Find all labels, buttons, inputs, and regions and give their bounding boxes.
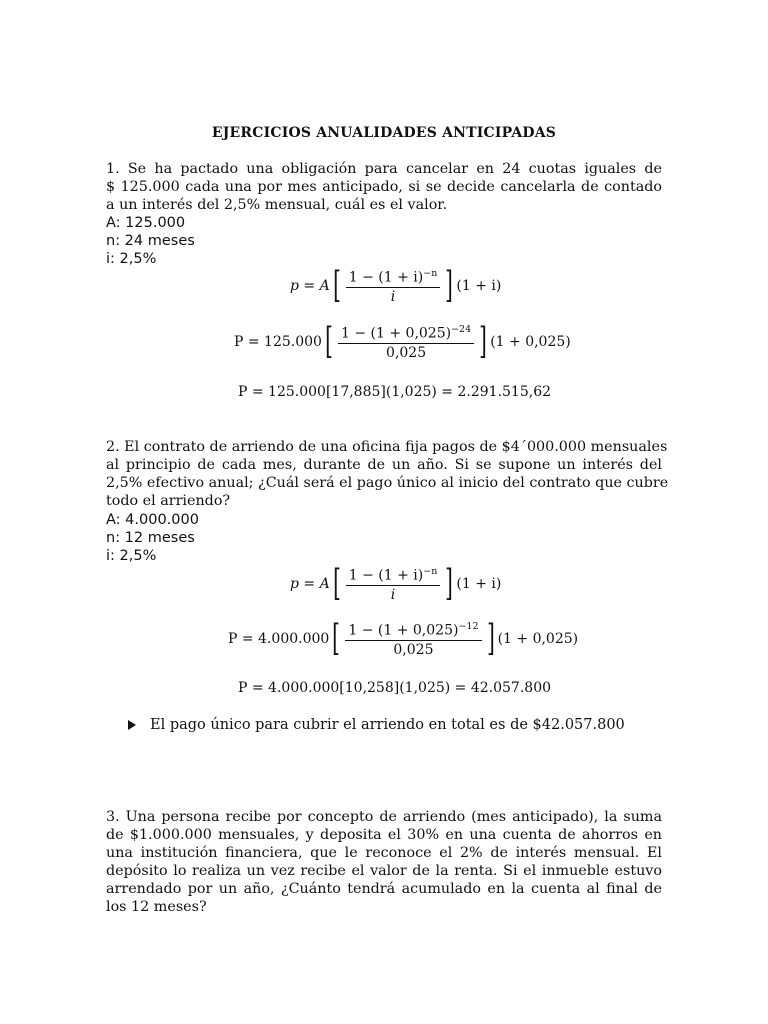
right-bracket: ] [486,618,495,660]
substitution-numerator: 1 − (1 + 0,025) [348,622,459,639]
formula-fraction [346,268,441,305]
right-bracket: ] [445,265,454,307]
exercise-2-result: P = 4.000.000[10,258](1,025) = 42.057.800 [238,680,552,696]
statement-line: todo el arriendo? [106,493,231,509]
substitution-exponent: −12 [458,621,479,632]
given-i: i: 2,5% [106,251,157,267]
substitution-exponent: −24 [451,324,472,335]
exercise-2-statement [106,438,669,510]
substitution-factor: (1 + 0,025) [497,631,579,648]
formula-numerator: 1 − (1 + i) [348,567,424,584]
given-n: n: 12 meses [106,530,195,546]
left-bracket: [ [325,321,333,363]
statement-line: de $1.000.000 mensuales, y deposita el 30% en una cuenta de ahorros en [106,827,662,843]
substitution-fraction [345,621,481,658]
formula-factor: (1 + i) [456,576,502,593]
statement-line: a un interés del 2,5% mensual, cuál es el valor. [106,197,448,213]
exercise-2-formula [290,563,502,605]
substitution-denominator: 0,025 [393,641,434,658]
exercise-2-givens [106,511,199,565]
left-bracket: [ [332,618,341,660]
conclusion-text: El pago único para cubrir el arriendo en total es de $42.057.800 [150,717,625,733]
substitution-fraction [338,324,474,361]
given-i: i: 2,5% [106,548,157,564]
formula-lhs: p = A [290,576,330,593]
statement-line: al principio de cada mes, durante de un año. Si se supone un interés del [106,457,662,473]
substitution-factor: (1 + 0,025) [490,334,571,351]
formula-factor: (1 + i) [456,278,502,295]
exercise-2-substitution [228,618,579,660]
formula-denominator: i [390,288,396,305]
statement-line: arrendado por un año, ¿Cuánto tendrá acumulado en la cuenta al final de [106,881,662,897]
formula-exponent: −n [423,566,438,577]
statement-line: una institución financiera, que le reconoce el 2% de interés mensual. El [106,845,662,861]
exercise-2-conclusion [128,716,625,734]
left-bracket: [ [332,265,341,307]
statement-line: 1. Se ha pactado una obligación para cancelar en 24 cuotas iguales de [106,161,662,177]
statement-line: $ 125.000 cada una por mes anticipado, si se decide cancelarla de contado [106,179,662,195]
formula-fraction [346,566,441,603]
exercise-3-statement [106,808,662,916]
statement-line: depósito lo realiza un vez recibe el valor de la renta. Si el inmueble estuvo [106,863,662,879]
right-bracket: ] [479,321,488,363]
substitution-lhs: P = 125.000 [234,334,322,351]
formula-exponent: −n [423,268,438,279]
substitution-lhs: P = 4.000.000 [228,631,330,648]
exercise-1-formula [290,265,502,307]
right-bracket: ] [445,563,454,605]
given-a: A: 4.000.000 [106,512,199,528]
arrow-bullet-icon [128,720,136,730]
formula-numerator: 1 − (1 + i) [348,269,424,286]
document-title: EJERCICIOS ANUALIDADES ANTICIPADAS [211,125,557,141]
exercise-1-substitution [234,321,571,363]
substitution-numerator: 1 − (1 + 0,025) [341,325,452,342]
exercise-1-statement [106,160,662,214]
document-page [106,0,669,1024]
given-n: n: 24 meses [106,233,195,249]
given-a: A: 125.000 [106,215,186,231]
statement-line: 2. El contrato de arriendo de una oficina fija pagos de $4´000.000 mensuales [106,439,668,455]
left-bracket: [ [332,563,341,605]
formula-denominator: i [390,586,396,603]
statement-line: los 12 meses? [106,899,207,915]
substitution-denominator: 0,025 [386,344,427,361]
statement-line: 2,5% efectivo anual; ¿Cuál será el pago único al inicio del contrato que cubre [106,475,669,491]
exercise-1-givens [106,214,195,268]
formula-lhs: p = A [290,278,330,295]
statement-line: 3. Una persona recibe por concepto de arriendo (mes anticipado), la suma [106,809,662,825]
exercise-1-result: P = 125.000[17,885](1,025) = 2.291.515,62 [238,384,552,400]
